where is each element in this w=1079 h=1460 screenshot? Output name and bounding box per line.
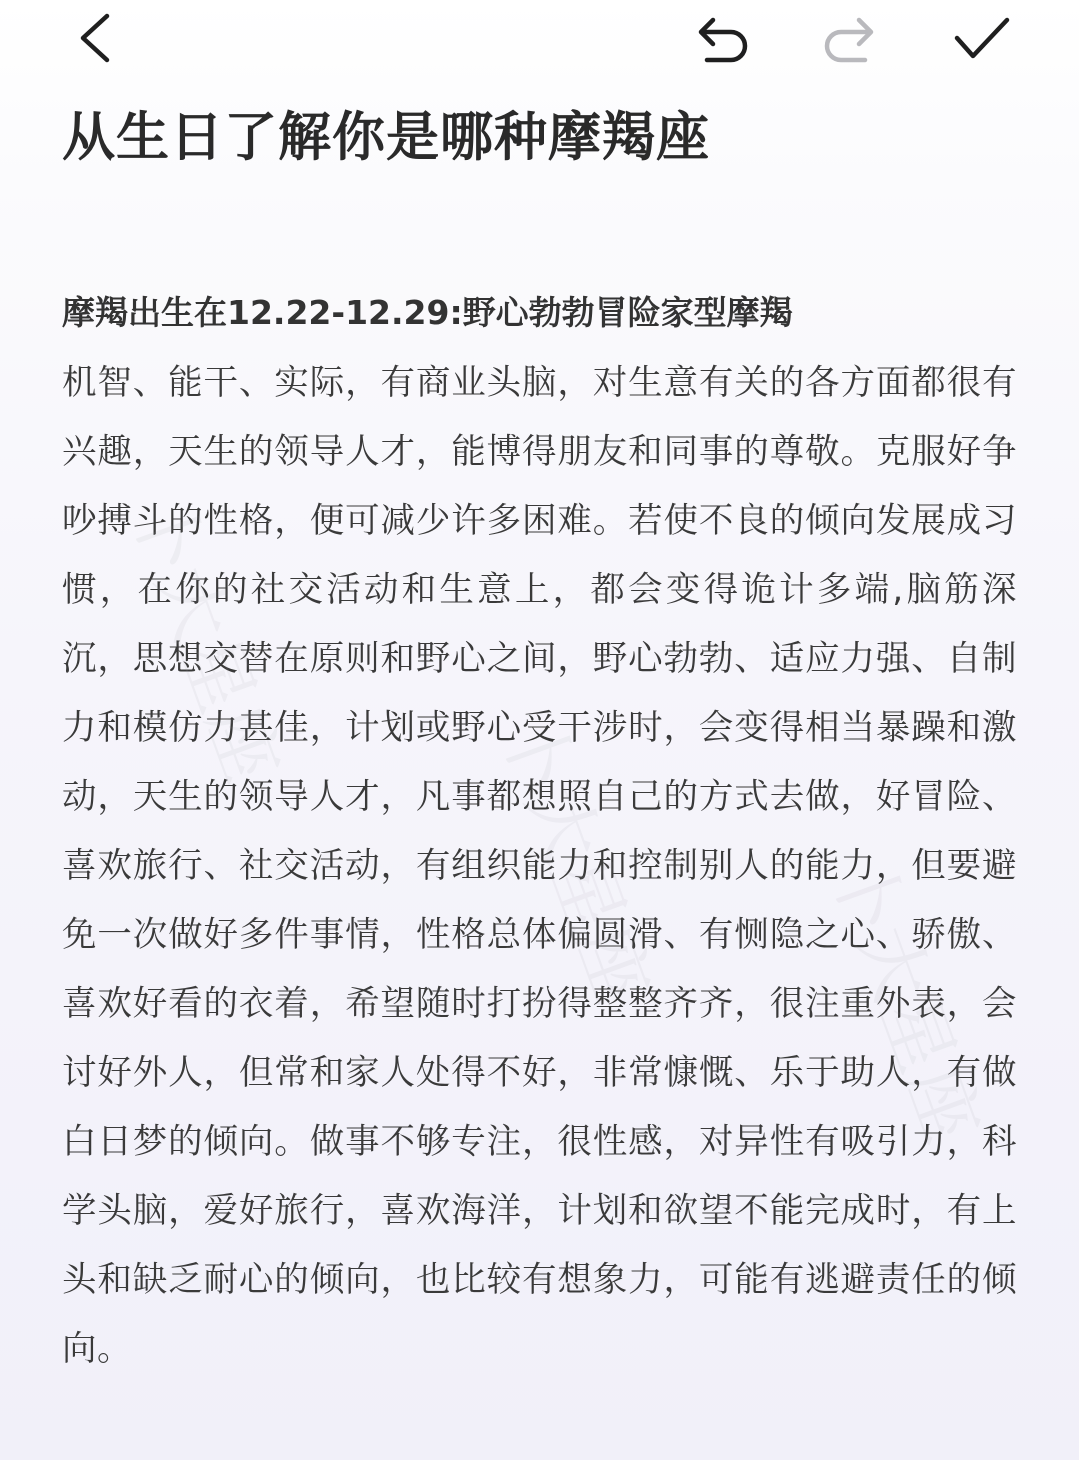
undo-arrow-icon <box>689 10 753 66</box>
redo-arrow-icon <box>819 10 883 66</box>
note-subtitle[interactable]: 摩羯出生在12.22-12.29:野心勃勃冒险家型摩羯 <box>62 293 793 332</box>
watermark: 卜大星座 <box>484 705 667 1014</box>
note-body[interactable]: 机智、能干、实际，有商业头脑，对生意有关的各方面都很有兴趣，天生的领导人才，能博得朋友和同事的尊敬。克服好争吵搏斗的性格，便可减少许多困难。若使不良的倾向发展成习惯，在你的社交活动和生意上，都会变得诡计多端,脑筋深沉，思想交替在原则和野心之间，野心勃勃、适应力强、自制力和模仿力甚佳，计划或野心受干涉时，会变得相当暴躁和激动，天生的领导人才，凡事都想照自己的方式去做，好冒险、喜欢旅行、社交活动，有组织能力和控制别人的能力，但要避免一次做好多件事情，性格总体偏圆滑、有恻隐之心、骄傲、喜欢好看的衣着，希望随时打扮得整整齐齐，很注重外表，会讨好外人，但常和家人处得不好，非常慷慨、乐于助人，有做白日梦的倾向。做事不够专注，很性感，对异性有吸引力，科学头脑，爱好旅行，喜欢海洋，计划和欲望不能完成时，有上头和缺乏耐心的倾向，也比较有想象力，可能有逃避责任的倾向。 <box>62 363 1017 1369</box>
done-button[interactable] <box>946 6 1016 70</box>
note-title[interactable]: 从生日了解你是哪种摩羯座 <box>62 107 710 168</box>
watermark: 卜大星座 <box>814 845 997 1154</box>
watermark: 卜大星座 <box>114 485 297 794</box>
checkmark-icon <box>949 10 1013 66</box>
redo-button[interactable] <box>816 6 886 70</box>
editor-toolbar <box>0 0 1079 80</box>
back-button[interactable] <box>60 6 130 70</box>
chevron-left-icon <box>75 10 115 66</box>
undo-button[interactable] <box>686 6 756 70</box>
